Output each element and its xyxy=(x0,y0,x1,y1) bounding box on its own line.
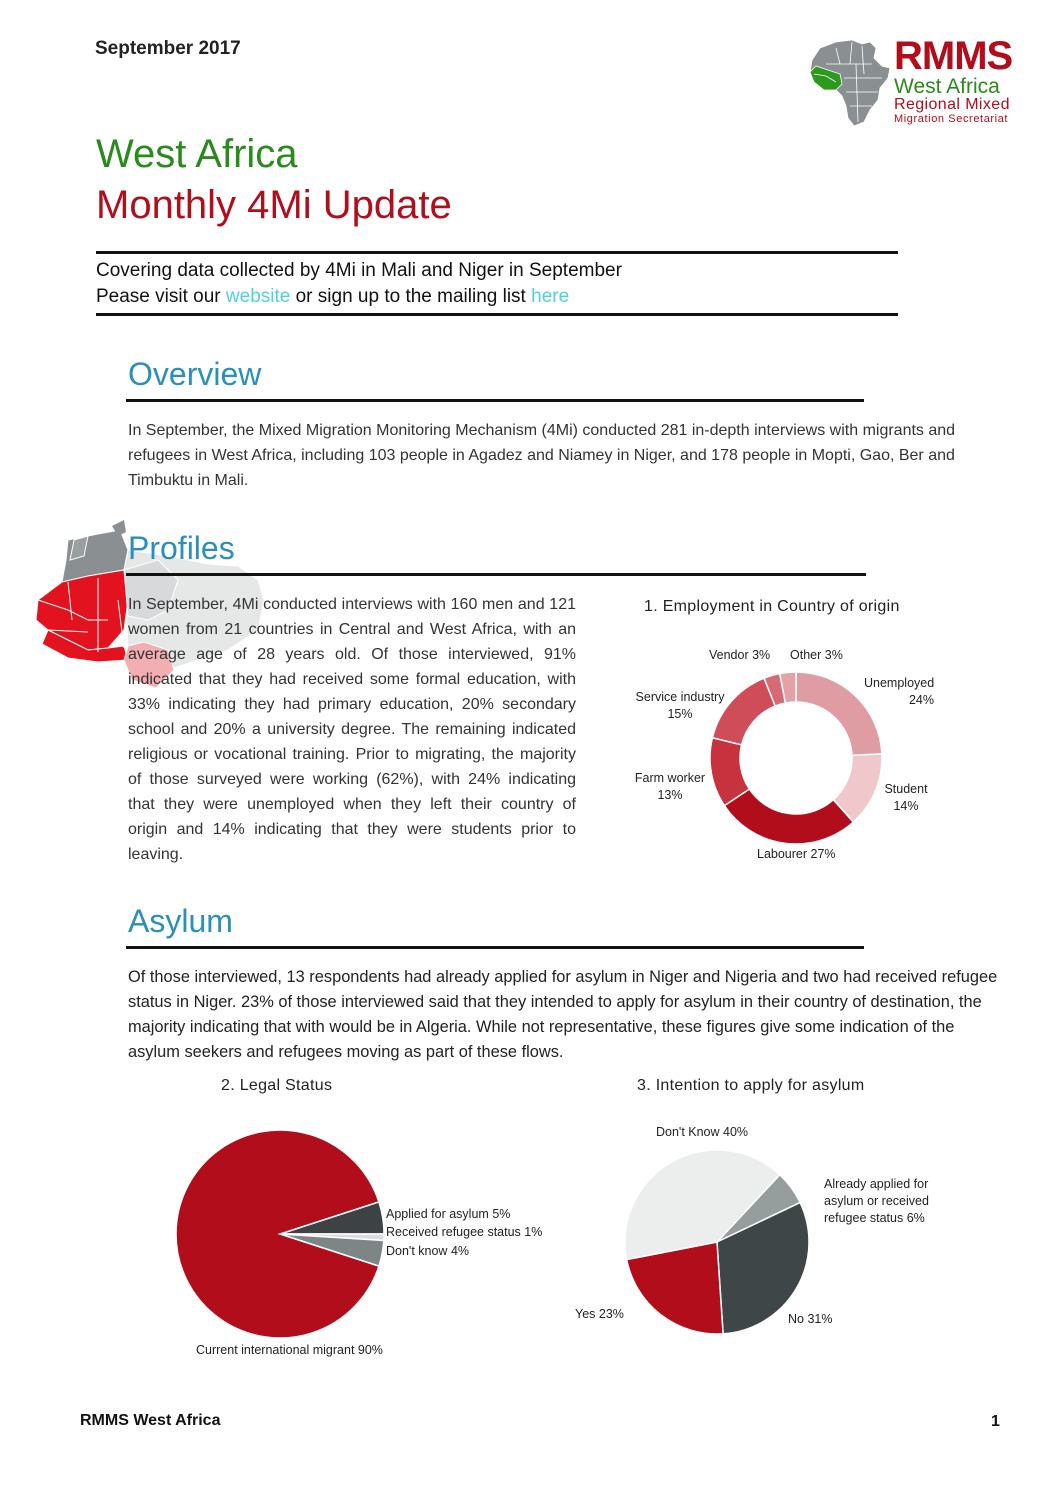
overview-text: In September, the Mixed Migration Monitoring Mechanism (4Mi) conducted 281 in-depth interviews with migrants and refugees in West Africa, including 103 people in Agadez and Niamey in Niger, and 178 people in Mopti, Gao, Ber and Timbuktu in Mali. xyxy=(128,422,956,489)
logo-subtitle: West Africa xyxy=(894,75,1000,98)
logo-line3: Migration Secretariat xyxy=(894,113,1009,125)
label-dont-know-value: 4% xyxy=(450,1244,470,1258)
logo-title: RMMS xyxy=(894,34,1013,78)
label-other-value: 3% xyxy=(824,648,843,662)
divider xyxy=(96,313,898,316)
label-unemployed xyxy=(864,675,934,709)
intro-block xyxy=(96,258,622,310)
label-current-migrant-value: 90% xyxy=(357,1343,383,1357)
label-received-refugee-name: Received refugee status xyxy=(386,1225,521,1239)
page-number: 1 xyxy=(991,1413,1000,1430)
label-student-name: Student xyxy=(884,782,928,796)
asylum-text: Of those interviewed, 13 respondents had already applied for asylum in Niger and Nigeria and two had received refugee status in Niger. 23% of those interviewed said that they intended to apply for asylum in their country of destination, the majority indicating that with would be in Algeria. While not representative, these figures give some indication of the asylum seekers and refugees moving as part of these flows. xyxy=(128,968,998,1061)
intro-line2 xyxy=(96,284,622,310)
label-labourer-value: 27% xyxy=(810,847,836,861)
overview-heading: Overview xyxy=(128,356,262,392)
profiles-heading: Profiles xyxy=(128,530,235,566)
asylum-heading: Asylum xyxy=(128,903,233,939)
label-other xyxy=(790,647,843,664)
label-intention-dont-know xyxy=(656,1124,748,1141)
label-vendor xyxy=(709,647,770,664)
intro-line2-middle: or sign up to the mailing list xyxy=(290,286,532,307)
label-vendor-name: Vendor xyxy=(709,648,749,662)
label-intention-no-value: 31% xyxy=(807,1312,833,1326)
divider xyxy=(126,946,864,949)
label-student-value: 14% xyxy=(893,799,919,813)
footer-org: RMMS West Africa xyxy=(80,1412,221,1429)
divider xyxy=(126,399,864,402)
label-applied-asylum-value: 5% xyxy=(492,1207,511,1221)
label-labourer-name: Labourer xyxy=(757,847,808,861)
label-unemployed-value: 24% xyxy=(908,693,934,707)
label-intention-no xyxy=(788,1311,833,1328)
label-intention-dont-know-value: 40% xyxy=(723,1125,749,1139)
label-student xyxy=(880,781,932,815)
label-labourer xyxy=(757,846,836,863)
label-intention-yes xyxy=(575,1306,624,1323)
mailing-list-link[interactable]: here xyxy=(531,286,570,307)
intro-line1: Covering data collected by 4Mi in Mali and Niger in September xyxy=(96,260,622,281)
intro-line2-prefix: Pease visit our xyxy=(96,286,226,307)
label-farm-worker-value: 13% xyxy=(657,788,683,802)
divider xyxy=(126,573,866,576)
divider xyxy=(96,251,898,254)
label-intention-already-applied xyxy=(824,1176,954,1227)
label-vendor-value: 3% xyxy=(752,648,771,662)
label-other-name: Other xyxy=(790,648,822,662)
label-farm-worker xyxy=(628,770,712,804)
website-link[interactable]: website xyxy=(225,286,291,307)
chart-intention-title: 3. Intention to apply for asylum xyxy=(637,1077,865,1094)
label-intention-yes-value: 23% xyxy=(598,1307,624,1321)
chart-intention-asylum xyxy=(622,1148,812,1338)
logo-line2: Regional Mixed xyxy=(894,96,1010,113)
chart-legal-status-title: 2. Legal Status xyxy=(221,1077,333,1094)
label-current-migrant-name: Current international migrant xyxy=(196,1343,355,1357)
label-intention-already-applied-name: Already applied for asylum or received refugee status xyxy=(824,1177,929,1225)
label-dont-know xyxy=(386,1243,469,1260)
label-applied-asylum xyxy=(386,1206,510,1223)
page-title-update: Monthly 4Mi Update xyxy=(96,183,452,227)
label-received-refugee-value: 1% xyxy=(524,1225,543,1239)
label-intention-yes-name: Yes xyxy=(575,1307,596,1321)
label-received-refugee xyxy=(386,1224,542,1241)
label-current-migrant xyxy=(196,1342,383,1359)
africa-map-icon xyxy=(806,34,892,130)
label-dont-know-name: Don't know xyxy=(386,1244,448,1258)
label-service-industry-value: 15% xyxy=(667,707,693,721)
rmms-logo xyxy=(806,34,1028,130)
report-date: September 2017 xyxy=(95,38,241,59)
profiles-text: In September, 4Mi conducted interviews with 160 men and 121 women from 21 countries in Central and West Africa, with an average age of 28 years old. Of those interviewed, 91% indicated that they had received some formal education, with 33% indicating they had primary education, 20% secondary school and 20% a university degree. The remaining indicated religious or vocational training. Prior to migrating, the majority of those surveyed were working (62%), with 24% indicating that they were unemployed when they left their country of origin and 14% indicating that they were students prior to leaving. xyxy=(128,596,576,863)
label-service-industry-name: Service industry xyxy=(635,690,725,704)
label-intention-dont-know-name: Don't Know xyxy=(656,1125,720,1139)
slice-labourer xyxy=(724,789,853,844)
label-intention-no-name: No xyxy=(788,1312,804,1326)
label-service-industry xyxy=(626,689,734,723)
label-intention-already-applied-value: 6% xyxy=(906,1211,925,1225)
label-farm-worker-name: Farm worker xyxy=(634,771,706,785)
chart-employment-title: 1. Employment in Country of origin xyxy=(644,598,900,615)
chart-legal-status xyxy=(172,1128,388,1344)
label-unemployed-name: Unemployed xyxy=(864,676,935,690)
label-applied-asylum-name: Applied for asylum xyxy=(386,1207,489,1221)
page-title-region: West Africa xyxy=(96,132,298,176)
